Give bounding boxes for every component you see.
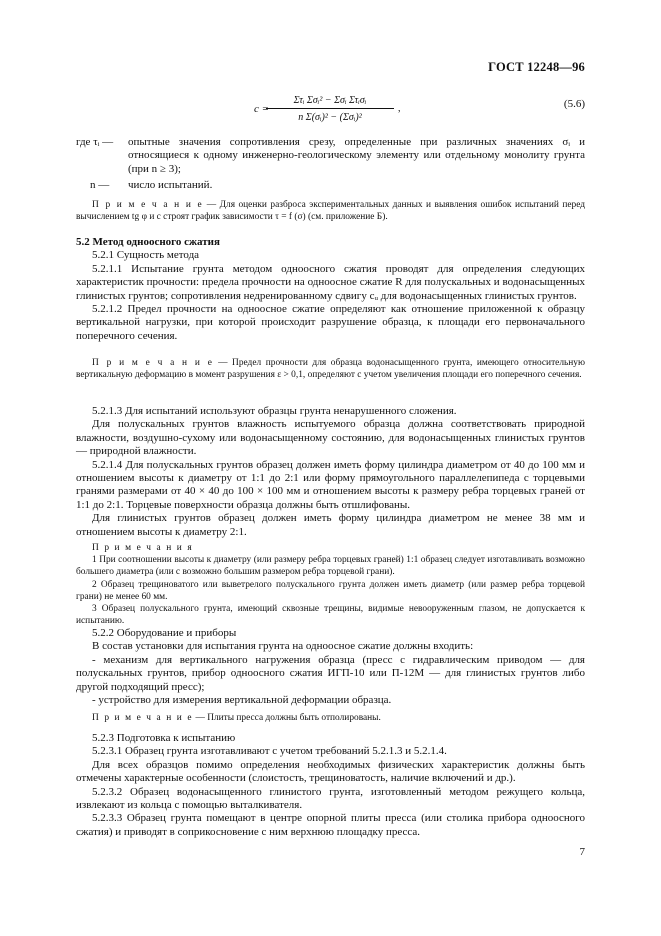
formula-denominator: n Σ(σᵢ)² − (Σσᵢ)² xyxy=(298,112,362,123)
section-5-2-2 xyxy=(76,627,585,707)
note-text: — Для оценки разброса экспериментальных данных и выявления ошибок испытаний перед вычислением tg φ и c строят график зависимости τ = f (σ) (см. приложение Б). xyxy=(76,200,586,223)
paragraph: Для глинистых грунтов образец должен иметь форму цилиндра диаметром не менее 38 мм и отношением высоты к диаметру 2:1. xyxy=(76,512,585,538)
subsection-heading: 5.2.1 Сущность метода xyxy=(92,249,200,262)
paragraphs-5-2-1-3 xyxy=(76,405,585,539)
definition-text: опытные значения сопротивления срезу, определенные при различных значениях σᵢ и относящиеся к одному инженерно-геологическому элементу или отдельному монолиту грунта (при n ≥ 3); xyxy=(128,136,585,175)
definition-item xyxy=(76,179,585,192)
equation-number: (5.6) xyxy=(563,98,585,110)
definition-text: число испытаний. xyxy=(128,179,213,192)
formula-comma: , xyxy=(398,103,401,114)
subsection-heading: 5.2.2 Оборудование и приборы xyxy=(92,627,237,639)
note-4 xyxy=(76,712,585,724)
list-item: - устройство для измерения вертикальной деформации образца. xyxy=(92,694,392,707)
paragraph: 5.2.3.1 Образец грунта изготавливают с учетом требований 5.2.1.3 и 5.2.1.4. xyxy=(92,745,447,758)
definition-item xyxy=(76,136,585,176)
definition-term: n — xyxy=(90,179,110,192)
list-item: - механизм для вертикального нагружения образца (пресс с гидравлическим приводом — для полускальных грунтов, прибор одноосного сжатия ИГП-10 или П-12М — для глинистых грунтов либо другой подходящий пресс); xyxy=(76,653,585,693)
paragraph: В состав установки для испытания грунта на одноосное сжатие должны входить: xyxy=(92,640,474,653)
note-label: П р и м е ч а н и е xyxy=(92,713,194,723)
paragraph: Для всех образцов помимо определения необходимых физических характеристик должны быть отмечены характерные особенности (слоистость, трещиноватость, наличие включений и др.). xyxy=(76,758,585,785)
note-2 xyxy=(76,357,585,381)
paragraph: 5.2.1.2 Предел прочности на одноосное сжатие определяют как отношение приложенной к образцу вертикальной нагрузки, при которой происходит разрушение образца, к площади его первоначального поперечного сечения. xyxy=(76,303,585,342)
note-item: 3 Образец полускального грунта, имеющий сквозные трещины, видимые невооруженным глазом, не допускается к испытанию. xyxy=(76,604,585,627)
document-code: ГОСТ 12248—96 xyxy=(488,60,585,74)
paragraph: 5.2.1.3 Для испытаний используют образцы грунта ненарушенного сложения. xyxy=(92,405,457,417)
formula-lhs: c = xyxy=(254,103,270,115)
formula-numerator: Στᵢ Σσᵢ² − Σσᵢ Στᵢσᵢ xyxy=(266,92,394,109)
section-5-2 xyxy=(76,236,585,343)
subsection-heading: 5.2.3 Подготовка к испытанию xyxy=(92,732,236,744)
note-label: П р и м е ч а н и е xyxy=(92,358,214,368)
page-number: 7 xyxy=(579,846,585,858)
note-text: — Предел прочности для образца водонасыщенного грунта, имеющего относительную вертикальную деформацию в момент разрушения ε > 0,1, определяют с учетом увеличения площади его поперечного сечения. xyxy=(76,358,585,381)
note-1 xyxy=(76,199,585,223)
definitions-list xyxy=(76,136,585,193)
note-item: 2 Образец трещиноватого или выветрелого полускального грунта должен иметь диаметр (или размер ребра торцевой грани) не менее 60 мм. xyxy=(76,579,585,602)
note-text: — Плиты пресса должны быть отполированы. xyxy=(193,713,381,723)
formula-fraction xyxy=(266,92,394,123)
note-item: 1 При соотношении высоты к диаметру (или размеру ребра торцевых граней) 1:1 образец следует изготавливать возможно большего диаметра (или с возможно большим размером ребра торцевой грани). xyxy=(76,555,585,578)
notes-3 xyxy=(76,542,585,627)
section-title: 5.2 Метод одноосного сжатия xyxy=(76,236,220,248)
paragraph: 5.2.1.4 Для полускальных грунтов образец должен иметь форму цилиндра диаметром от 40 до 100 мм и отношением высоты к диаметру от 1:1 до 2:1 или форму прямоугольного параллелепипеда с торцевыми гранями размерами от 40 × 40 до 100 × 100 мм и отношением высоты к размеру ребра торцевых граней от 1:1 до 2:1. Торцевые поверхности образца должны быть отшлифованы. xyxy=(76,458,585,511)
paragraph: 5.2.3.2 Образец водонасыщенного глинистого грунта, изготовленный методом режущего кольца, извлекают из кольца с помощью выталкивателя. xyxy=(76,785,585,812)
notes-label: П р и м е ч а н и я xyxy=(92,543,194,553)
paragraph: 5.2.3.3 Образец грунта помещают в центре опорной плиты пресса (или столика прибора одноосного сжатия) и приводят в соприкосновение с ним верхнюю площадку пресса. xyxy=(76,812,585,838)
note-label: П р и м е ч а н и е xyxy=(92,200,204,210)
paragraph: Для полускальных грунтов влажность испытуемого образца должна соответствовать природной влажности, воздушно-сухому или водонасыщенному состоянию, для водонасыщенных глинистых грунтов — природной влажности. xyxy=(76,418,585,458)
paragraph: 5.2.1.1 Испытание грунта методом одноосного сжатия проводят для определения следующих характеристик прочности: предела прочности на одноосное сжатие R для полускальных и водонасыщенных глинистых грунтов; сопротивления недренированному сдвигу cᵤ для водонасыщенных глинистых грунтов. xyxy=(76,262,585,302)
section-5-2-3 xyxy=(76,732,585,839)
definition-term: где τᵢ — xyxy=(76,136,114,148)
